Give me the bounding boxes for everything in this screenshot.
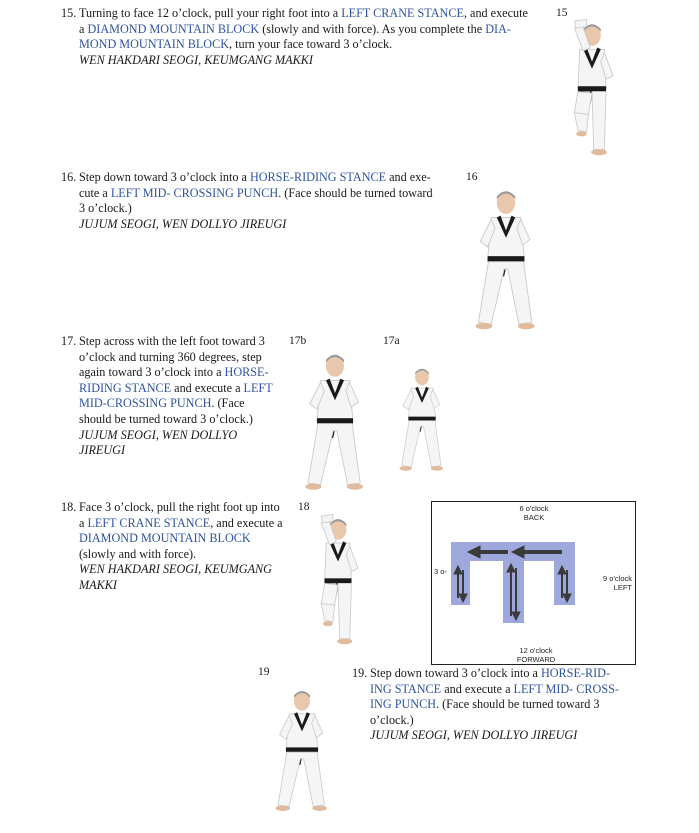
instruction-text: o’clock.) xyxy=(370,712,414,727)
technique-term: RIDING STANCE xyxy=(79,380,172,395)
step-line xyxy=(370,697,619,713)
instruction-text: and exe- xyxy=(386,170,431,184)
step-line xyxy=(79,500,283,516)
step-text xyxy=(79,334,273,459)
korean-term: JUJUM SEOGI, WEN DOLLYO xyxy=(79,427,238,442)
technique-term: LEFT MID- CROSSING PUNCH xyxy=(110,185,279,200)
step-line xyxy=(79,201,433,217)
diagram-pattern xyxy=(432,502,635,664)
diagram-top-label: 6 o'clock BACK xyxy=(519,504,549,522)
instruction-text: , turn your face toward 3 o’clock. xyxy=(229,37,393,52)
technique-term: HORSE- xyxy=(224,365,269,380)
step-line xyxy=(79,443,273,459)
diagram-band-left xyxy=(451,561,470,605)
instruction-text: again toward 3 o’clock into a xyxy=(79,365,225,380)
instruction-text: a xyxy=(79,21,88,36)
instruction-text: Step down toward 3 o’clock into a xyxy=(79,170,250,184)
instruction-text: cute a xyxy=(79,185,111,200)
diagram-band-right xyxy=(554,561,575,605)
step-line xyxy=(79,37,528,53)
step-number: 18. xyxy=(61,500,77,514)
korean-term: JIREUGI xyxy=(79,443,126,458)
korean-term: MAKKI xyxy=(79,577,117,592)
step-text xyxy=(79,6,528,68)
figure-label-19: 19 xyxy=(258,666,270,678)
technique-term: DIAMOND MOUNTAIN BLOCK xyxy=(87,21,260,36)
step-line xyxy=(79,396,273,412)
step-text xyxy=(79,500,283,594)
step-line xyxy=(79,531,283,547)
figure-label-15: 15 xyxy=(556,7,568,19)
step-line xyxy=(370,713,619,729)
instruction-text: Face 3 o’clock, pull the right foot up into xyxy=(79,500,280,514)
step-line xyxy=(79,428,273,444)
figure-label-18: 18 xyxy=(298,501,310,513)
step-line xyxy=(79,365,273,381)
instruction-text: o’clock and turning 360 degrees, step xyxy=(79,349,262,364)
korean-term: WEN HAKDARI SEOGI, KEUMGANG MAKKI xyxy=(79,52,313,67)
korean-term: JUJUM SEOGI, WEN DOLLYO JIREUGI xyxy=(79,216,287,231)
technique-term: HORSE-RIDING STANCE xyxy=(249,170,387,184)
step-text xyxy=(79,170,433,232)
instruction-text: should be turned toward 3 o’clock.) xyxy=(79,411,253,426)
step-line xyxy=(79,53,528,69)
instruction-text: Turning to face 12 o’clock, pull your right foot into a xyxy=(79,6,342,20)
instruction-text: and execute a xyxy=(171,380,244,395)
step-line xyxy=(79,334,273,350)
step-number: 16. xyxy=(61,170,77,184)
instruction-text: and execute a xyxy=(441,681,514,696)
instruction-text: Step down toward 3 o’clock into a xyxy=(370,666,541,680)
diagram-right-label: 9 o'clock LEFT xyxy=(603,574,632,592)
figure-16-horse-stance xyxy=(460,178,552,338)
figure-18-crane-stance xyxy=(296,500,380,660)
direction-diagram xyxy=(431,501,636,665)
instruction-text: Step across with the left foot toward 3 xyxy=(79,334,265,348)
diagram-bottom-label: 12 o'clock FORWARD xyxy=(516,646,556,664)
step-line xyxy=(370,666,619,682)
technique-term: LEFT CRANE STANCE xyxy=(341,6,464,20)
korean-term: WEN HAKDARI SEOGI, KEUMGANG xyxy=(79,562,272,577)
technique-term: LEFT xyxy=(243,380,273,395)
technique-term: HORSE-RID- xyxy=(540,666,610,680)
instruction-text: , and execute a xyxy=(210,515,283,530)
technique-term: ING PUNCH xyxy=(370,697,437,712)
figure-19-horse-stance xyxy=(262,668,342,830)
step-number: 17. xyxy=(61,334,77,348)
figure-15-crane-stance xyxy=(548,4,636,172)
step-number: 19. xyxy=(352,666,368,680)
step-line xyxy=(79,412,273,428)
instruction-text: . (Face should be turned toward xyxy=(278,185,433,200)
step-line xyxy=(370,682,619,698)
figure-label-17a: 17a xyxy=(383,335,400,347)
step-line xyxy=(79,562,283,578)
step-line xyxy=(79,578,283,594)
figure-label-17b: 17b xyxy=(289,335,307,347)
step-line xyxy=(79,22,528,38)
instruction-text: , and execute xyxy=(463,6,528,20)
technique-term: DIA- xyxy=(485,21,511,36)
technique-term: LEFT CRANE STANCE xyxy=(87,515,211,530)
step-line xyxy=(79,350,273,366)
step-line xyxy=(79,170,433,186)
technique-term: DIAMOND MOUNTAIN BLOCK xyxy=(79,531,251,546)
instruction-text: . (Face should be turned toward 3 xyxy=(436,697,600,712)
technique-term: MID-CROSSING PUNCH xyxy=(79,396,212,411)
step-number: 15. xyxy=(61,6,77,20)
technique-term: MOND MOUNTAIN BLOCK xyxy=(79,37,230,52)
step-line xyxy=(79,547,283,563)
korean-term: JUJUM SEOGI, WEN DOLLYO JIREUGI xyxy=(370,728,578,743)
step-text xyxy=(370,666,619,744)
step-line xyxy=(79,381,273,397)
diagram-left-label: 3 o- xyxy=(434,567,447,576)
instruction-text: a xyxy=(79,515,88,530)
technique-term: ING STANCE xyxy=(370,681,442,696)
step-line xyxy=(79,186,433,202)
step-line xyxy=(370,728,619,744)
instruction-text: 3 o’clock.) xyxy=(79,201,132,216)
instruction-text: (slowly and with force). As you complete the xyxy=(259,21,486,36)
instruction-text: (slowly and with force). xyxy=(79,546,197,561)
step-line xyxy=(79,516,283,532)
step-line xyxy=(79,6,528,22)
figure-label-16: 16 xyxy=(466,171,478,183)
figure-17b-horse-stance xyxy=(290,340,380,500)
step-line xyxy=(79,217,433,233)
technique-term: LEFT MID- CROSS- xyxy=(513,681,619,696)
figure-17a-step-across xyxy=(388,336,456,500)
instruction-text: . (Face xyxy=(211,396,245,411)
